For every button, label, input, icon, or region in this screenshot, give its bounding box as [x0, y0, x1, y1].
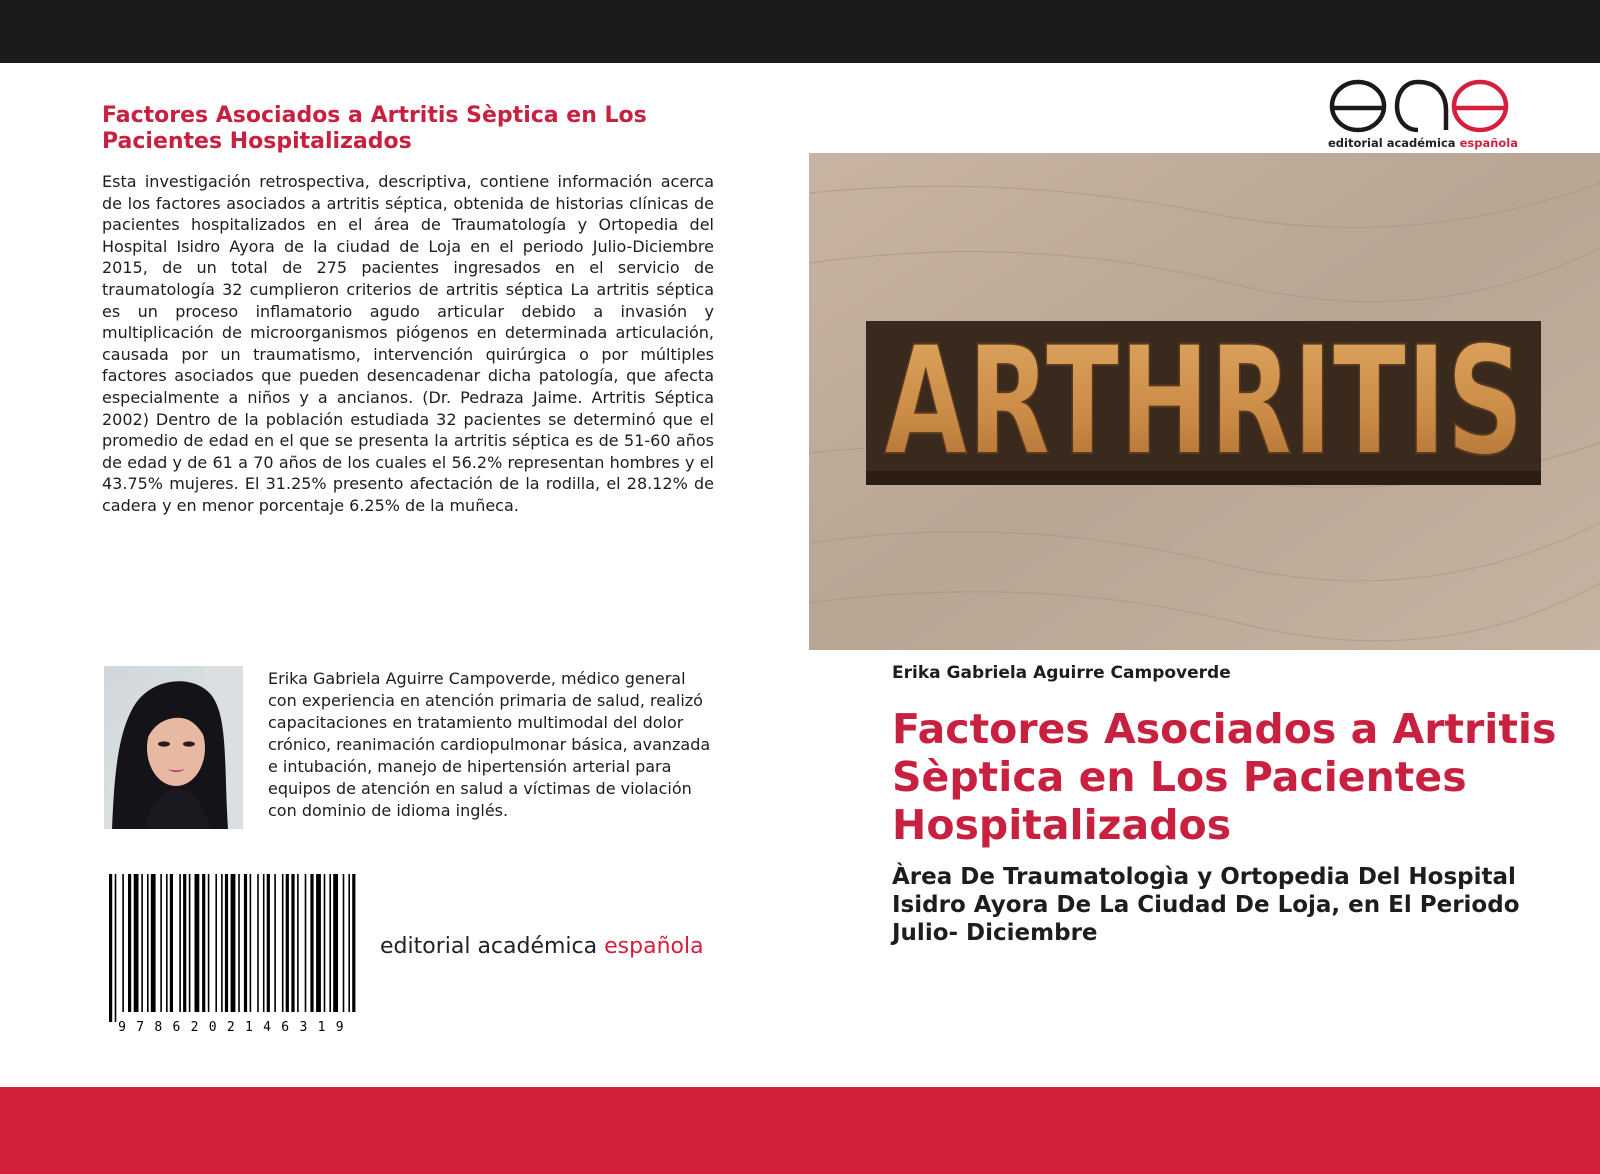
isbn-digits: 9786202146319 — [118, 1020, 354, 1035]
barcode-bar — [166, 874, 168, 1012]
eae-logo-icon — [1328, 78, 1510, 134]
barcode-bar — [263, 874, 265, 1012]
barcode-bar — [147, 874, 149, 1012]
barcode-bar — [115, 874, 117, 1022]
barcode-bar — [257, 874, 259, 1012]
barcode-bar — [151, 874, 156, 1012]
back-cover-title: Factores Asociados a Artritis Sèptica en Los Pacientes Hospitalizados — [102, 103, 647, 154]
barcode-bar — [231, 874, 236, 1012]
barcode-bar — [305, 874, 307, 1012]
barcode-bar — [238, 874, 240, 1012]
barcode-bar — [352, 874, 355, 1012]
barcode-bar — [128, 874, 131, 1012]
barcode-bar — [183, 874, 186, 1012]
front-cover-title: Factores Asociados a Artritis Sèptica en Los Pacientes Hospitalizados — [892, 705, 1557, 849]
back-cover-abstract: Esta investigación retrospectiva, descriptiva, contiene información acerca de los factores asociados a artritis séptica, obtenida de historias clínicas de pacientes hospitalizados en el área de Traumatología y Ortopedia del Hospital Isidro Ayora de la ciudad de Loja en el periodo Julio-Diciembre 2015, de un total de 275 pacientes ingresados en el servicio de traumatología 32 cumplieron criterios de artritis séptica La artritis séptica es un proceso inflamatorio agudo articular debido a invasión y multiplicación de microorganismos piógenos en determinada articulación, causada por un traumatismo, intervención quirúrgica o por múltiples factores asociados que pueden desencadenar dicha patología, que afecta especialmente a niños y a ancianos. (Dr. Pedraza Jaime. Artritis Séptica 2002) Dentro de la población estudiada 32 pacientes se determinó que el promedio de edad en el que se presenta la artritis séptica es de 51-60 años de edad y de 61 a 70 años de los cuales el 56.2% representan hombres y el 43.75% mujeres. El 31.25% presento afectación de la rodilla, el 28.12% de cadera y en menor porcentaje 6.25% de la muñeca. — [102, 172, 714, 515]
cover-image-arthritis-blocks — [809, 153, 1600, 650]
barcode-bar — [215, 874, 217, 1012]
barcode-bar — [195, 874, 200, 1012]
barcode-bar — [286, 874, 289, 1012]
author-bio: Erika Gabriela Aguirre Campoverde, médico general con experiencia en atención primaria de salud, realizó capacitaciones en tratamiento multimodal del dolor crónico, reanimación cardiopulmonar básica, avanzada e intubación, manejo de hipertensión arterial para equipos de atención en salud a víctimas de violación con dominio de idioma inglés. — [268, 669, 711, 820]
barcode-bar — [348, 874, 350, 1012]
barcode-bar — [244, 874, 247, 1012]
cover-image-word: ARTHRITIS — [884, 315, 1524, 489]
barcode-bar — [134, 874, 139, 1012]
barcode-bar — [109, 874, 112, 1022]
author-photo — [104, 666, 243, 829]
barcode-bar — [297, 874, 299, 1012]
barcode-bar — [225, 874, 228, 1012]
barcode-bar — [122, 874, 124, 1012]
barcode-bar — [208, 874, 210, 1012]
barcode-bar — [202, 874, 205, 1012]
logo-caption: editorial académica española — [1328, 136, 1519, 150]
barcode-bar — [267, 874, 270, 1012]
barcode-bar — [324, 874, 326, 1012]
barcode-bar — [141, 874, 143, 1012]
barcode-bar — [179, 874, 181, 1012]
barcode-bar — [274, 874, 276, 1012]
barcode-bar — [250, 874, 252, 1012]
barcode-bar — [291, 874, 294, 1012]
barcode-bar — [343, 874, 345, 1012]
barcode-bar — [329, 874, 331, 1012]
publisher-name-footer: editorial académica española — [380, 934, 704, 959]
bottom-band — [0, 1087, 1600, 1174]
barcode-bar — [160, 874, 162, 1012]
front-cover-author: Erika Gabriela Aguirre Campoverde — [892, 663, 1231, 683]
barcode-bar — [221, 874, 223, 1012]
barcode-bar — [310, 874, 313, 1012]
top-band — [0, 0, 1600, 63]
barcode-bar — [333, 874, 338, 1012]
front-cover-subtitle: Àrea De Traumatologìa y Ortopedia Del Hospital Isidro Ayora De La Ciudad De Loja, en El Periodo Julio- Diciembre — [892, 864, 1520, 946]
barcode-bar — [282, 874, 284, 1012]
barcode-bar — [189, 874, 191, 1012]
publisher-logo — [1328, 78, 1519, 152]
barcode-bar — [316, 874, 321, 1012]
barcode-bar — [170, 874, 173, 1012]
isbn-barcode — [107, 874, 365, 1035]
